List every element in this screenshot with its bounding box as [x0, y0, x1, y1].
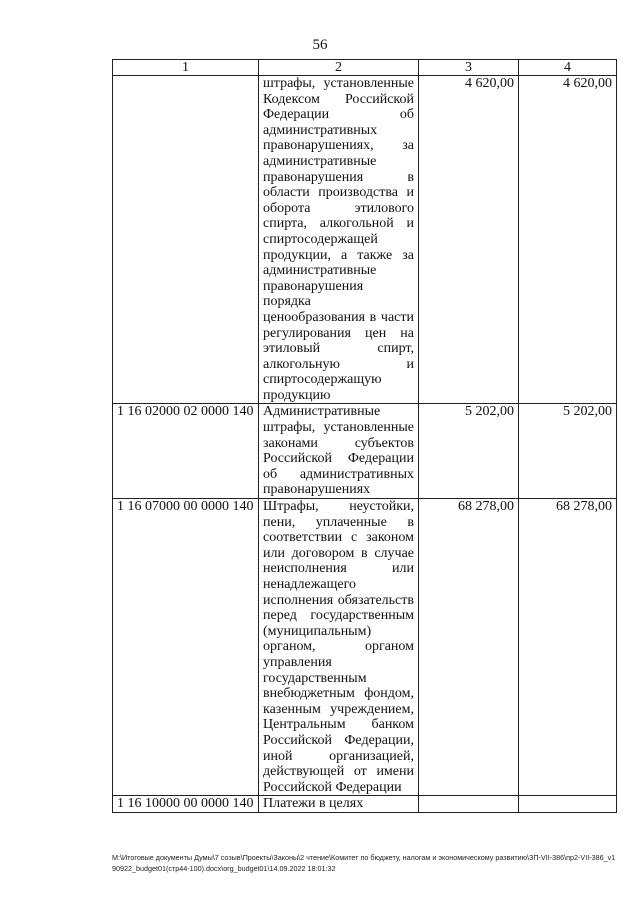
revenue-name-line: Федерации об [263, 107, 414, 123]
budget-code-cell [113, 76, 259, 404]
page-number: 56 [312, 37, 328, 53]
revenue-name-line: правонарушения в [263, 169, 414, 185]
revenue-name-line: ненадлежащего [263, 577, 357, 592]
amount-column-4-cell: 4 620,00 [519, 76, 617, 404]
revenue-name-cell [259, 796, 419, 813]
revenue-name-line: продукции, а также за [263, 247, 414, 263]
revenue-name-line: Кодексом Российской [263, 91, 414, 107]
revenue-name-line: пени, уплаченные в [263, 514, 414, 530]
amount-column-3-cell: 4 620,00 [419, 76, 519, 404]
revenue-name-cell [259, 76, 419, 404]
revenue-name-line: продукцию [263, 387, 331, 403]
revenue-name-line: казенным учреждением, [263, 701, 414, 717]
revenue-name-line: штрафы, установленные [263, 420, 414, 436]
revenue-name-line: правонарушениях, за [263, 138, 414, 154]
revenue-name-line: области производства и [263, 185, 414, 201]
revenue-name-line: административные [263, 153, 377, 169]
amount-column-3-cell: 5 202,00 [419, 404, 519, 499]
budget-code-cell: 1 16 07000 00 0000 140 [113, 499, 259, 796]
amount-column-4-cell: 68 278,00 [519, 499, 617, 796]
column-header: 3 [419, 60, 519, 76]
column-header: 2 [259, 60, 419, 76]
revenue-name-line: неисполнения или [263, 561, 414, 577]
revenue-name-line: спиртосодержащую [263, 372, 382, 388]
revenue-name-line: (муниципальным) [263, 623, 372, 639]
budget-code-cell: 1 16 10000 00 0000 140 [113, 796, 259, 813]
document-path-footer: M:\Итоговые документы Думы\7 созыв\Проекты\Законы\2 чтение\Комитет по бюджету, налогам и экономическому развитию\ЗП-VII-386\пр2-VII-386_v190922_budget01(стр44-100).docx\org_budget01\14.09.2022 18:01:32 [112, 853, 616, 873]
amount-column-4-cell: 5 202,00 [519, 404, 617, 499]
revenue-name-line: штрафы, установленные [263, 76, 414, 91]
revenue-name-line: Российской Федерации [263, 451, 414, 467]
revenue-name-line: этиловый спирт, [263, 341, 414, 357]
budget-code-cell: 1 16 02000 02 0000 140 [113, 404, 259, 499]
revenue-name-line: ценообразования в части [263, 309, 414, 325]
revenue-name-line: внебюджетным фондом, [263, 686, 414, 702]
revenue-name-line: Штрафы, неустойки, [263, 499, 414, 515]
table-row [113, 796, 617, 813]
amount-column-3-cell: 68 278,00 [419, 499, 519, 796]
revenue-name-line: перед государственным [263, 608, 414, 624]
table-row [113, 499, 617, 796]
revenue-name-line: спиртосодержащей [263, 231, 378, 247]
revenue-name-line: исполнения обязательств [263, 592, 414, 608]
revenue-name-line: Центральным банком [263, 717, 414, 733]
column-header: 4 [519, 60, 617, 76]
revenue-name-cell [259, 404, 419, 499]
revenue-name-line: законами субъектов [263, 435, 414, 451]
revenue-name-line: действующей от имени [263, 764, 414, 780]
revenue-name-line: Российской Федерации, [263, 732, 414, 748]
revenue-name-line: правонарушения [263, 278, 364, 294]
revenue-name-line: административных [263, 122, 378, 138]
revenue-name-line: спирта, алкогольной и [263, 216, 414, 232]
revenue-name-line: Административные [263, 404, 381, 420]
revenue-name-line: иной организацией, [263, 748, 414, 764]
revenue-name-line: порядка [263, 294, 311, 310]
budget-table [112, 59, 617, 813]
table-row [113, 76, 617, 404]
revenue-name-line: административные [263, 263, 377, 279]
revenue-name-line: регулирования цен на [263, 325, 414, 341]
revenue-name-line: об административных [263, 466, 414, 482]
revenue-name-line: оборота этилового [263, 200, 414, 216]
revenue-name-line: соответствии с законом [263, 530, 414, 546]
revenue-name-line: Российской Федерации [263, 779, 402, 795]
table-header-row [113, 60, 617, 76]
revenue-name-line: управления [263, 654, 332, 670]
revenue-name-line: органом, органом [263, 639, 414, 655]
revenue-name-line: Платежи в целях [263, 796, 364, 812]
revenue-name-line: государственным [263, 670, 367, 686]
column-header: 1 [113, 60, 259, 76]
revenue-name-line: правонарушениях [263, 482, 371, 498]
table-row [113, 404, 617, 499]
revenue-name-cell [259, 499, 419, 796]
amount-column-4-cell [519, 796, 617, 813]
revenue-name-line: алкогольную и [263, 356, 414, 372]
revenue-name-line: или договором в случае [263, 545, 414, 561]
amount-column-3-cell [419, 796, 519, 813]
